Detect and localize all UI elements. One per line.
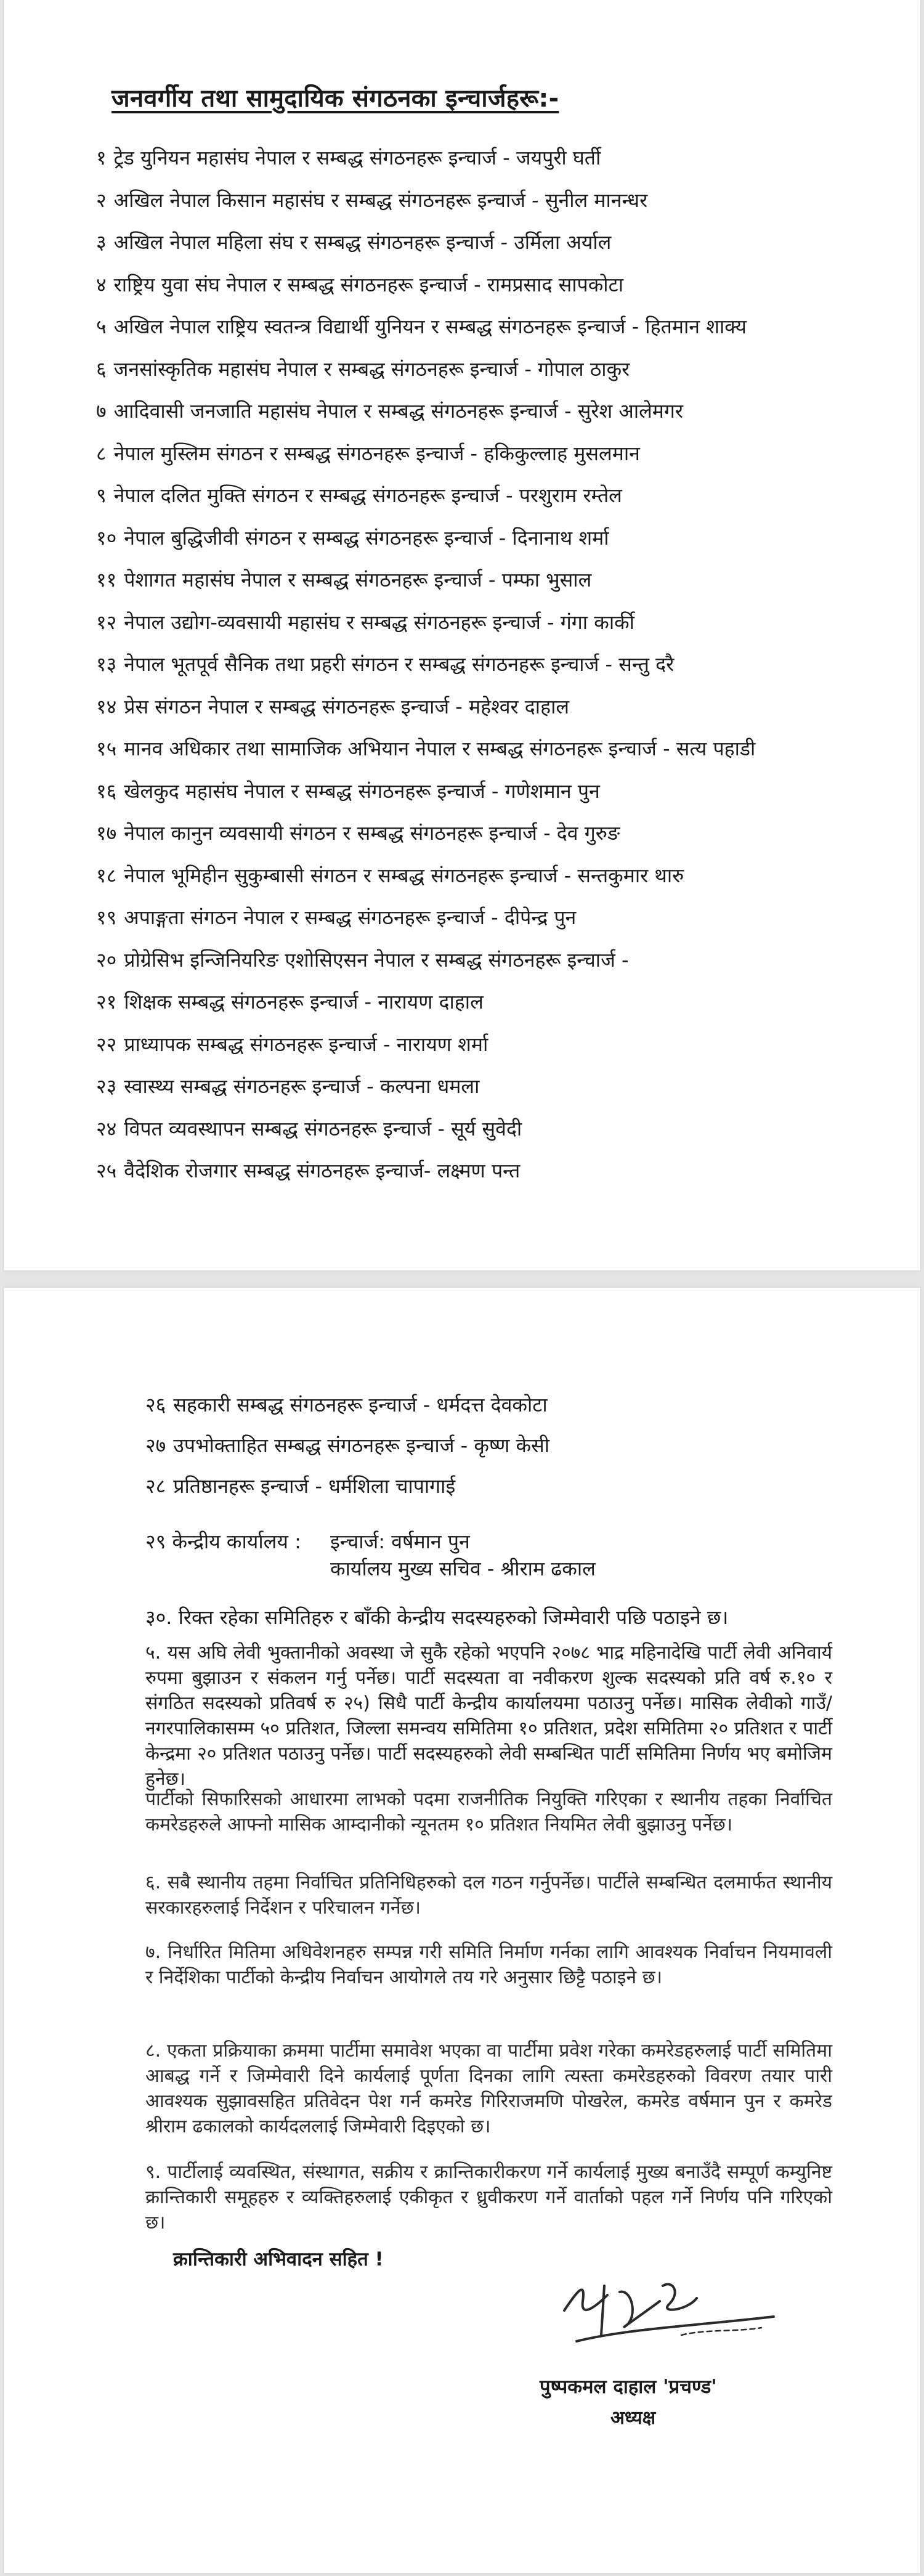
list-item <box>145 1384 885 1425</box>
item-number: ३ <box>96 230 107 254</box>
item-number: १८ <box>96 863 117 887</box>
paragraph-5-levy: ५. यस अघि लेवी भुक्तानीको अवस्था जे सुकै रहेको भएपनि २०७८ भाद्र महिनादेखि पार्टी लेवी अनिवार्य रुपमा बुझाउन र संकलन गर्नु पर्नेछ। पार्टी सदस्यता वा नवीकरण शुल्क सदस्यको प्रति वर्ष रु.१० र संगठित सदस्यको प्रतिवर्ष रु २५) सिधै पार्टी केन्द्रीय कार्यालयमा पठाउनु पर्नेछ। मासिक लेवीको गाउँ/नगरपालिकासम्म ५० प्रतिशत, जिल्ला समन्वय समितिमा १० प्रतिशत, प्रदेश समितिमा २० प्रतिशत र पार्टी केन्द्रमा २० प्रतिशत पठाउनु पर्नेछ। पार्टी सदस्यहरुको लेवी सम्बन्धित पार्टी समितिमा निर्णय भए बमोजिम हुनेछ। <box>145 1642 832 1790</box>
item-text: अखिल नेपाल राष्ट्रिय स्वतन्त्र विद्यार्थी युनियन र सम्बद्ध संगठनहरू इन्चार्ज - हितमान शाक्य <box>113 315 747 338</box>
item-number: १६ <box>96 779 117 803</box>
list-item <box>96 939 891 981</box>
item-text: नेपाल कानुन व्यवसायी संगठन र सम्बद्ध संगठनहरू इन्चार्ज - देव गुरुङ <box>124 821 620 845</box>
item-number: २ <box>96 188 107 212</box>
item-text: पेशागत महासंघ नेपाल र सम्बद्ध संगठनहरू इन्चार्ज - पम्फा भुसाल <box>124 568 592 591</box>
list-item <box>96 390 891 433</box>
item-text: विपत व्यवस्थापन सम्बद्ध संगठनहरू इन्चार्ज - सूर्य सुवेदी <box>124 1116 522 1140</box>
item-number: १ <box>96 146 107 169</box>
item-number: २८ <box>145 1474 166 1498</box>
office-incharge: इन्चार्ज: वर्षमान पुन <box>330 1530 470 1553</box>
item-text: प्रोग्रेसिभ इन्जिनियरिङ एशोसिएसन नेपाल र सम्बद्ध संगठनहरू इन्चार्ज - <box>124 948 629 972</box>
list-item <box>96 1065 891 1108</box>
item-number: ८ <box>96 441 107 465</box>
item-30: ३०. रिक्त रहेका समितिहरु र बाँकी केन्द्रीय सदस्यहरुको जिम्मेवारी पछि पठाइने छ। <box>145 1606 729 1629</box>
item-text: प्राध्यापक सम्बद्ध संगठनहरू इन्चार्ज - नारायण शर्मा <box>124 1032 488 1056</box>
list-item <box>96 179 891 222</box>
list-item <box>96 517 891 559</box>
paragraph-6: ६. सबै स्थानीय तहमा निर्वाचित प्रतिनिधिहरुको दल गठन गर्नुपर्नेछ। पार्टीले सम्बन्धित दलमार्फत स्थानीय सरकारहरुलाई निर्देशन र परिचालन गर्नेछ। <box>145 1872 832 1919</box>
office-secretary: कार्यालय मुख्य सचिव - श्रीराम ढकाल <box>330 1557 596 1580</box>
list-item <box>96 137 891 179</box>
item-text: नेपाल मुस्लिम संगठन र सम्बद्ध संगठनहरू इन्चार्ज - हकिकुल्लाह मुसलमान <box>113 441 640 465</box>
item-text: अखिल नेपाल महिला संघ र सम्बद्ध संगठनहरू इन्चार्ज - उर्मिला अर्याल <box>113 230 612 254</box>
list-item <box>96 306 891 348</box>
item-text: उपभोक्ताहित सम्बद्ध संगठनहरू इन्चार्ज - कृष्ण केसी <box>173 1434 550 1457</box>
item-number: १७ <box>96 821 117 845</box>
item-number: १९ <box>96 906 117 929</box>
item-text: वैदेशिक रोजगार सम्बद्ध संगठनहरू इन्चार्ज- लक्ष्मण पन्त <box>124 1159 521 1182</box>
item-text: नेपाल उद्योग-व्यवसायी महासंघ र सम्बद्ध संगठनहरू इन्चार्ज - गंगा कार्की <box>124 610 634 634</box>
document-page-1 <box>4 0 920 1270</box>
list-item <box>96 433 891 475</box>
list-item <box>96 770 891 813</box>
list-item <box>96 348 891 391</box>
item-number: १३ <box>96 652 117 676</box>
list-item <box>96 981 891 1023</box>
list-item <box>96 1150 891 1192</box>
item-number: २४ <box>96 1116 117 1140</box>
item-number: २६ <box>145 1393 166 1416</box>
list-item <box>96 1023 891 1066</box>
item-text: खेलकुद महासंघ नेपाल र सम्बद्ध संगठनहरू इन्चार्ज - गणेशमान पुन <box>124 779 600 803</box>
list-item <box>96 643 891 686</box>
signatory-title: अध्यक्ष <box>610 2407 656 2429</box>
item-number: ४ <box>96 272 107 296</box>
incharge-list <box>96 137 891 1192</box>
paragraph-9: ९. पार्टीलाई व्यवस्थित, संस्थागत, सक्रीय र क्रान्तिकारीकरण गर्ने कार्यलाई मुख्य बनाउँदै सम्पूर्ण कम्युनिष्ट क्रान्तिकारी समूहहरु र व्यक्तिहरुलाई एकीकृत र ध्रुवीकरण गर्ने वार्ताको पहल गर्ने निर्णय पनि गरिएको छ। <box>145 2161 832 2233</box>
central-office-label: २९ केन्द्रीय कार्यालय : <box>145 1530 301 1553</box>
item-number: १० <box>96 526 117 550</box>
incharge-list-continued <box>145 1384 885 1506</box>
list-item <box>96 601 891 644</box>
list-item <box>96 686 891 728</box>
item-text: सहकारी सम्बद्ध संगठनहरू इन्चार्ज - धर्मदत्त देवकोटा <box>173 1393 548 1416</box>
item-text: राष्ट्रिय युवा संघ नेपाल र सम्बद्ध संगठनहरू इन्चार्ज - रामप्रसाद सापकोटा <box>113 272 623 296</box>
item-text: स्वास्थ्य सम्बद्ध संगठनहरू इन्चार्ज - कल्पना धमला <box>124 1075 480 1098</box>
section-heading: जनवर्गीय तथा सामुदायिक संगठनका इन्चार्जहरू:- <box>111 84 559 113</box>
item-number: ९ <box>96 484 107 507</box>
item-text: नेपाल भूतपूर्व सैनिक तथा प्रहरी संगठन र सम्बद्ध संगठनहरू इन्चार्ज - सन्तु दरै <box>124 652 675 676</box>
document-page-2 <box>4 1288 920 2573</box>
item-number: १५ <box>96 737 117 760</box>
item-number: १४ <box>96 694 117 718</box>
item-number: ७ <box>96 399 107 423</box>
item-text: नेपाल बुद्धिजीवी संगठन र सम्बद्ध संगठनहरू इन्चार्ज - दिनानाथ शर्मा <box>124 526 609 550</box>
item-number: २७ <box>145 1434 166 1457</box>
item-text: शिक्षक सम्बद्ध संगठनहरू इन्चार्ज - नारायण दाहाल <box>124 990 484 1014</box>
item-text: अखिल नेपाल किसान महासंघ र सम्बद्ध संगठनहरू इन्चार्ज - सुनील मानन्धर <box>113 188 648 212</box>
closing-greeting: क्रान्तिकारी अभिवादन सहित ! <box>173 2248 384 2270</box>
list-item <box>96 559 891 601</box>
paragraph-8: ८. एकता प्रक्रियाका क्रममा पार्टीमा समावेश भएका वा पार्टीमा प्रवेश गरेका कमरेडहरुलाई पार्टी समितिमा आबद्ध गर्ने र जिम्मेवारी दिने कार्यलाई पूर्णता दिनका लागि त्यस्ता कमरेडहरुको विवरण तयार पारी आवश्यक सुझावसहित प्रतिवेदन पेश गर्न कमरेड गिरिराजमणि पोखरेल, कमरेड वर्षमान पुन र कमरेड श्रीराम ढकालको कार्यदललाई जिम्मेवारी दिइएको छ। <box>145 2040 832 2137</box>
list-item <box>145 1425 885 1466</box>
item-text: आदिवासी जनजाति महासंघ नेपाल र सम्बद्ध संगठनहरू इन्चार्ज - सुरेश आलेमगर <box>113 399 684 423</box>
item-text: नेपाल दलित मुक्ति संगठन र सम्बद्ध संगठनहरू इन्चार्ज - परशुराम रम्तेल <box>113 484 622 507</box>
item-number: १२ <box>96 610 117 634</box>
list-item <box>145 1466 885 1506</box>
item-number: ५ <box>96 315 107 338</box>
list-item <box>96 728 891 770</box>
item-text: ट्रेड युनियन महासंघ नेपाल र सम्बद्ध संगठनहरू इन्चार्ज - जयपुरी घर्ती <box>113 146 601 169</box>
list-item <box>96 896 891 939</box>
item-number: ११ <box>96 568 117 591</box>
handwritten-signature <box>540 2267 798 2360</box>
item-number: २५ <box>96 1159 117 1182</box>
paragraph-7: ७. निर्धारित मितिमा अधिवेशनहरु सम्पन्न गरी समिति निर्माण गर्नका लागि आवश्यक निर्वाचन नियमावली र निर्देशिका पार्टीको केन्द्रीय निर्वाचन आयोगले तय गरे अनुसार छिट्टै पठाइने छ। <box>145 1941 832 1988</box>
list-item <box>96 855 891 897</box>
paragraph-levy-appointees: पार्टीको सिफारिसको आधारमा लाभको पदमा राजनीतिक नियुक्ति गरिएका र स्थानीय तहका निर्वाचित कमरेडहरुले आफ्नो मासिक आम्दानीको न्यूनतम १० प्रतिशत नियमित लेवी बुझाउनु पर्नेछ। <box>145 1789 832 1835</box>
item-text: मानव अधिकार तथा सामाजिक अभियान नेपाल र सम्बद्ध संगठनहरू इन्चार्ज - सत्य पहाडी <box>124 737 756 760</box>
item-text: अपाङ्गता संगठन नेपाल र सम्बद्ध संगठनहरू इन्चार्ज - दीपेन्द्र पुन <box>124 906 577 929</box>
central-office-block <box>145 1528 854 1582</box>
item-number: २३ <box>96 1075 117 1098</box>
item-text: जनसांस्कृतिक महासंघ नेपाल र सम्बद्ध संगठनहरू इन्चार्ज - गोपाल ठाकुर <box>113 357 630 381</box>
item-text: प्रेस संगठन नेपाल र सम्बद्ध संगठनहरू इन्चार्ज - महेश्वर दाहाल <box>124 694 570 718</box>
list-item <box>96 1108 891 1150</box>
item-number: ६ <box>96 357 107 381</box>
item-text: नेपाल भूमिहीन सुकुम्बासी संगठन र सम्बद्ध संगठनहरू इन्चार्ज - सन्तकुमार थारु <box>124 863 684 887</box>
item-text: प्रतिष्ठानहरू इन्चार्ज - धर्मशिला चापागाई <box>173 1474 456 1498</box>
item-number: २२ <box>96 1032 117 1056</box>
list-item <box>96 221 891 264</box>
list-item <box>96 812 891 855</box>
item-number: २० <box>96 948 117 972</box>
signatory-name: पुष्पकमल दाहाल 'प्रचण्ड' <box>540 2376 717 2398</box>
list-item <box>96 474 891 517</box>
list-item <box>96 264 891 306</box>
item-number: २१ <box>96 990 117 1014</box>
